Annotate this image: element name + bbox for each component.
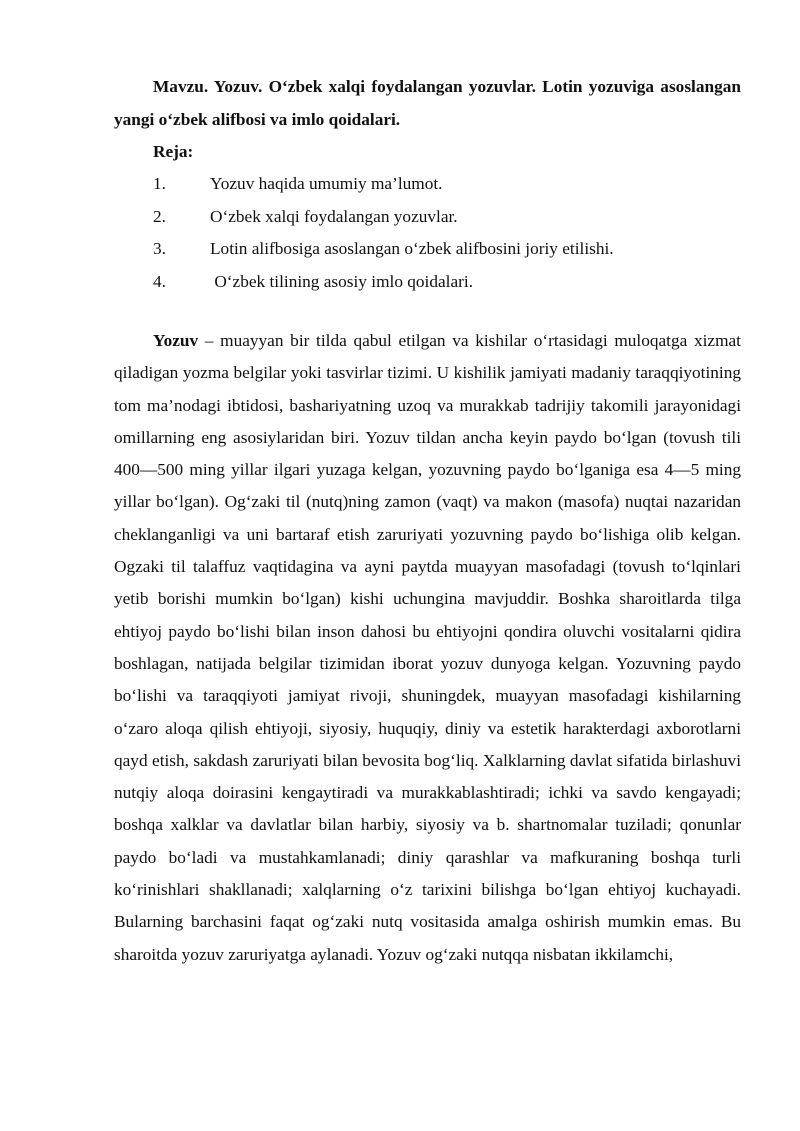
document-title: Mavzu. Yozuv. O‘zbek xalqi foydalangan yozuvlar. Lotin yozuviga asoslangan yangi o‘zbek alifbosi va imlo qoidalari. — [114, 77, 741, 129]
plan-item — [114, 266, 741, 299]
body-paragraph — [114, 325, 741, 971]
plan-item-text: Yozuv haqida umumiy ma’lumot. — [210, 174, 443, 193]
plan-list — [114, 168, 741, 298]
plan-item-number: 4. — [153, 271, 166, 291]
plan-item-number: 1. — [153, 174, 166, 193]
plan-item-text: O‘zbek xalqi foydalangan yozuvlar. — [210, 206, 458, 226]
plan-item — [114, 201, 741, 234]
plan-item-text: Lotin alifbosiga asoslangan o‘zbek alifbosini joriy etilishi. — [210, 239, 614, 258]
document-page — [114, 70, 741, 971]
plan-item-number: 3. — [153, 239, 166, 258]
plan-item — [114, 233, 741, 266]
plan-item — [114, 168, 741, 201]
term-yozuv: Yozuv — [153, 331, 199, 350]
paragraph-text: – muayyan bir tilda qabul etilgan va kishilar o‘rtasidagi muloqatga xizmat qiladigan yozma belgilar yoki tasvirlar tizimi. U kishilik jamiyati madaniy taraqqiyotining tom ma’nodagi ibtidosi, bashariyatning uzoq va murakkab tadrijiy takomili jarayonidagi omillarning eng asosiylaridan biri. Yozuv tildan ancha keyin paydo bo‘lgan (tovush tili 400—500 ming yillar ilgari yuzaga kelgan, yozuvning paydo bo‘lganiga esa 4—5 ming yillar bo‘lgan). Og‘zaki til (nutq)ning zamon (vaqt) va makon (masofa) nuqtai nazaridan cheklanganligi va uni bartaraf etish zaruriyati yozuvning paydo bo‘lishiga olib kelgan. Ogzaki til talaffuz vaqtidagina va ayni paytda muayyan masofadagi (tovush to‘lqinlari yetib borishi mumkin bo‘lgan) kishi uchungina mavjuddir. Boshka sharoitlarda tilga ehtiyoj paydo bo‘lishi bilan inson dahosi bu ehtiyojni qondira oluvchi vositalarni qidira boshlagan, natijada belgilar tizimidan iborat yozuv dunyoga kelgan. Yozuvning paydo bo‘lishi va taraqqiyoti jamiyat rivoji, shuningdek, muayyan masofadagi kishilarning o‘zaro aloqa qilish ehtiyoji, siyosiy, huquqiy, diniy va estetik harakterdagi axborotlarni qayd etish, sakdash zaruriyati bilan bevosita bog‘liq. Xalklarning davlat sifatida birlashuvi nutqiy aloqa doirasini kengaytiradi va murakkablashtiradi; ichki va savdo kengayadi; boshqa xalklar va davlatlar bilan harbiy, siyosiy va b. shartnomalar tuziladi; qonunlar paydo bo‘ladi va mustahkamlanadi; diniy qarashlar va mafkuraning boshqa turli ko‘rinishlari shakllanadi; xalqlarning o‘z tarixini bilishga bo‘lgan ehtiyoj kuchayadi. Bularning barchasini faqat og‘zaki nutq vositasida amalga oshirish mumkin emas. Bu sharoitda yozuv zaruriyatga aylanadi. Yozuv og‘zaki nutqqa nisbatan ikkilamchi, — [114, 331, 741, 964]
plan-item-text: O‘zbek tilining asosiy imlo qoidalari. — [210, 271, 474, 291]
plan-item-number: 2. — [153, 206, 166, 226]
plan-heading: Reja: — [153, 142, 194, 161]
